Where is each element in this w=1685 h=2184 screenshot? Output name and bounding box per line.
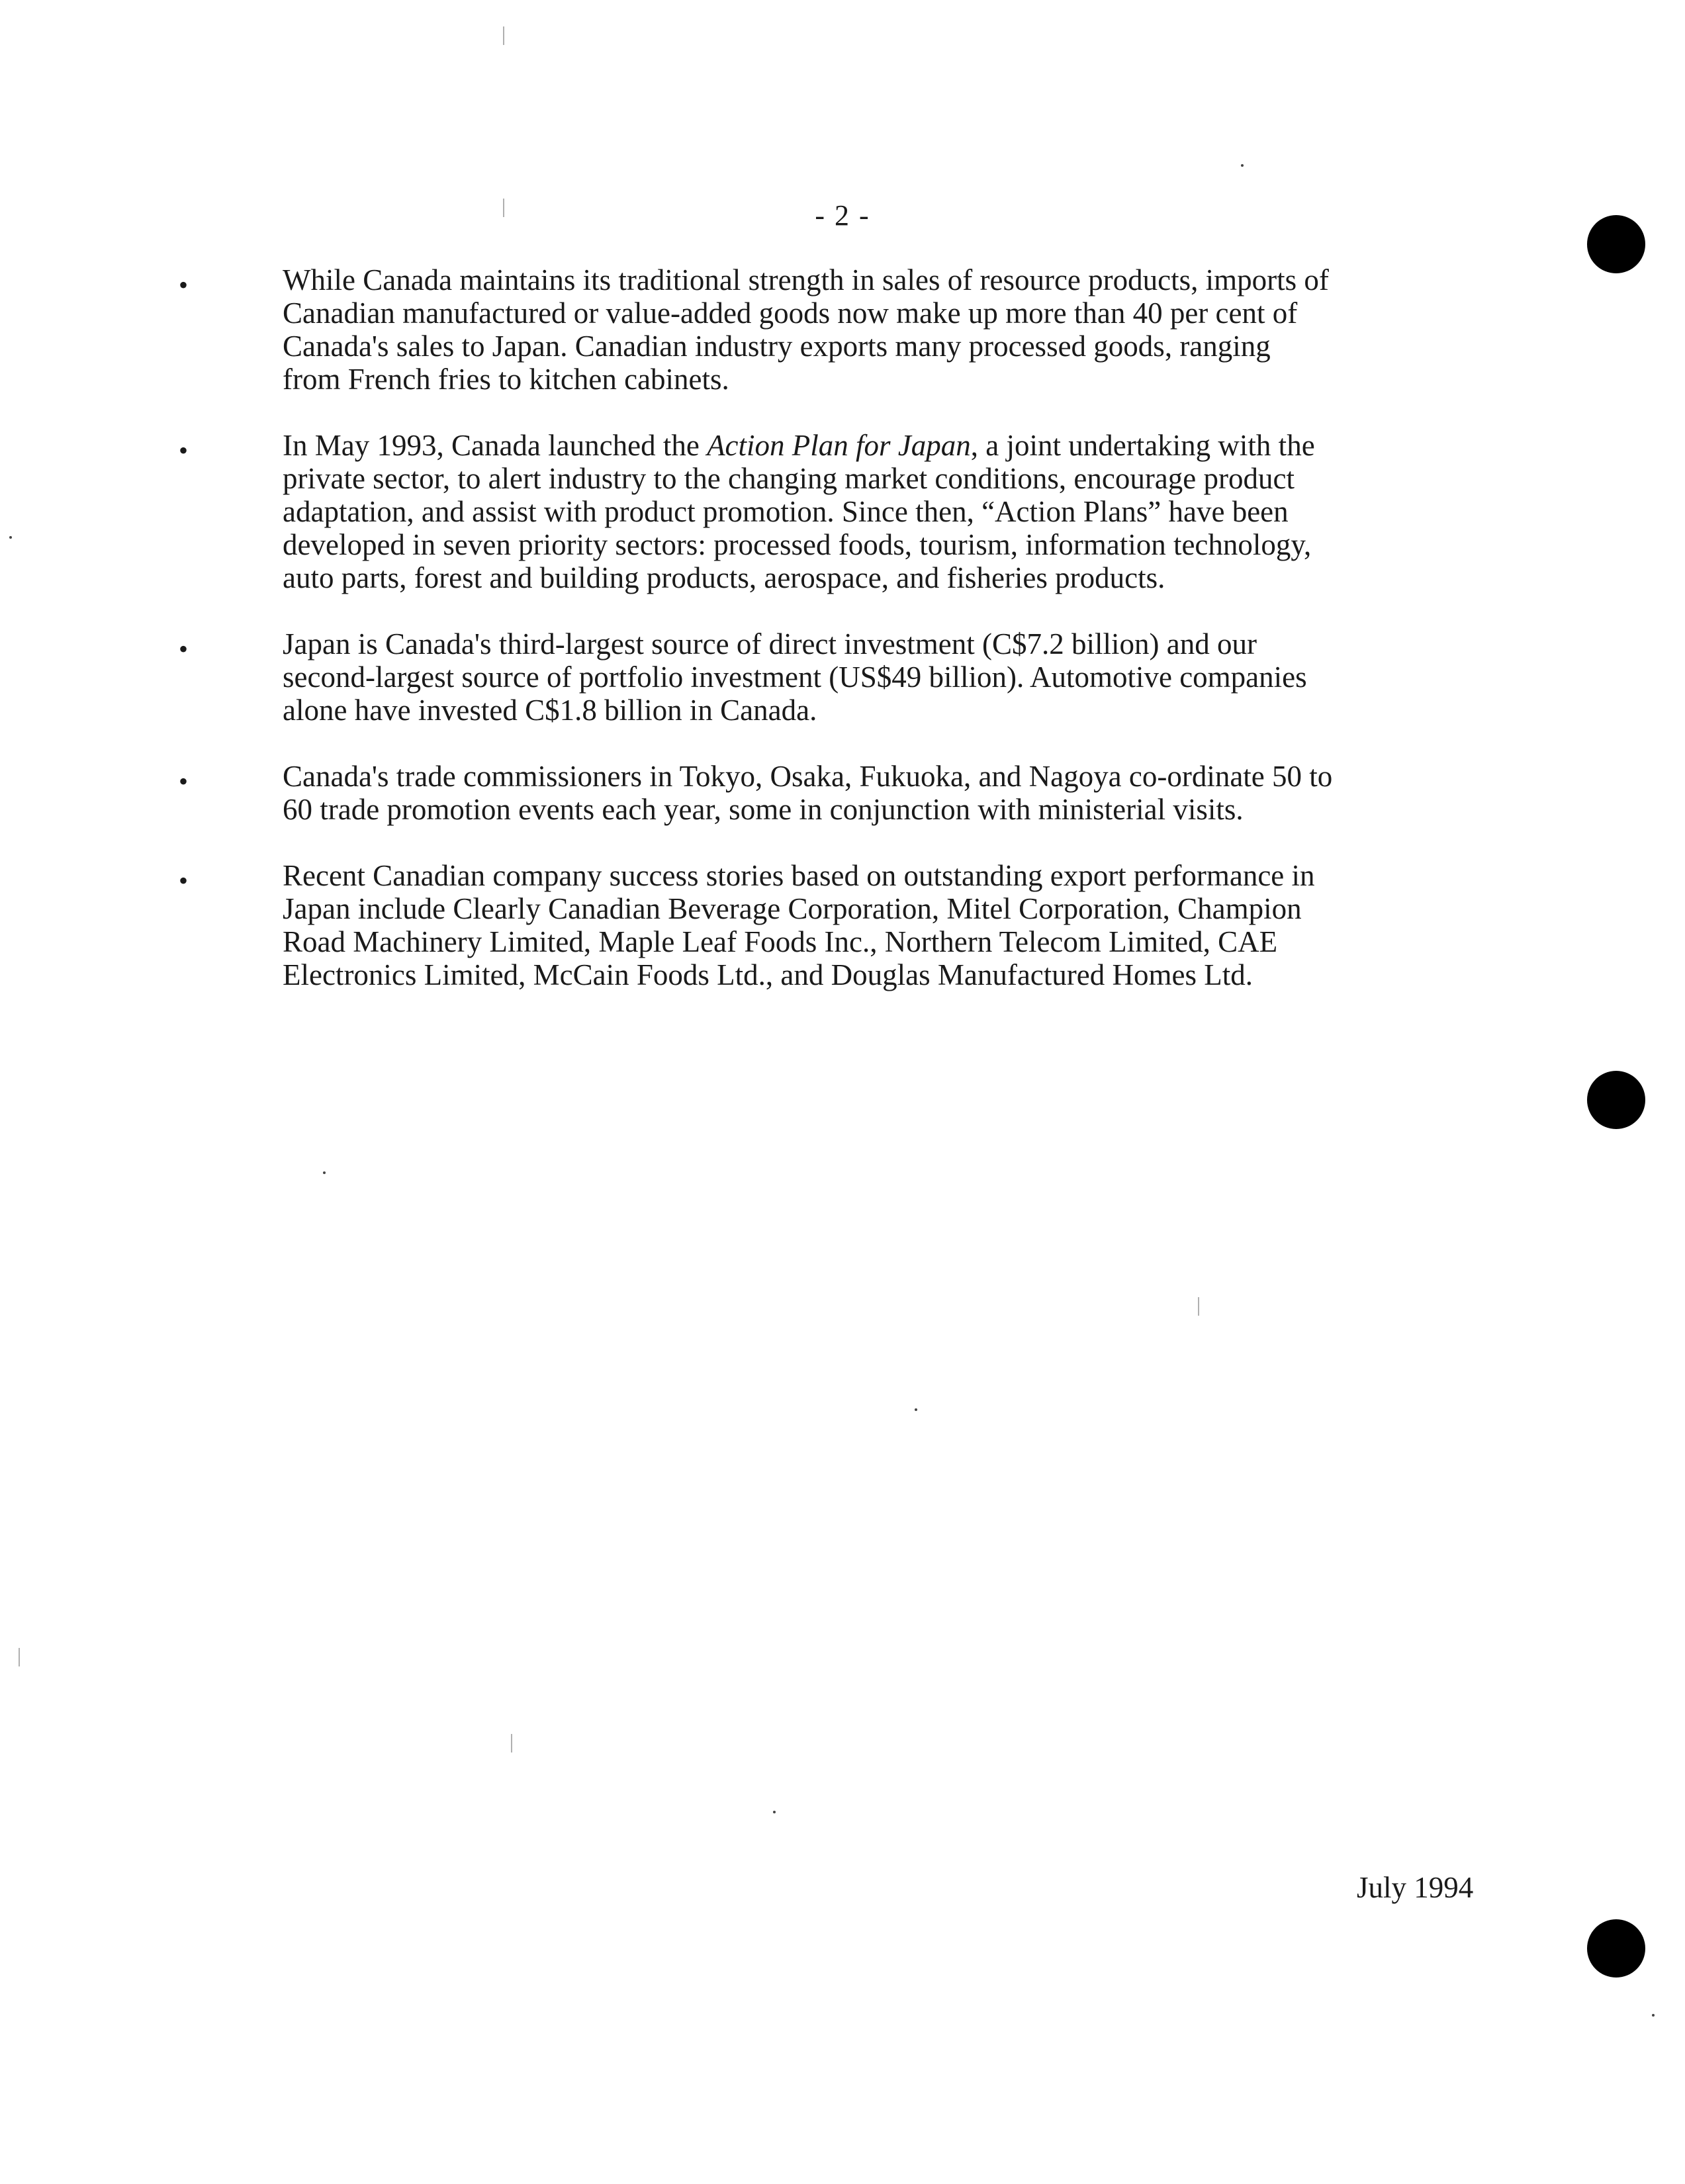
paragraph-line: auto parts, forest and building products, aerospace, and fisheries products. — [283, 561, 1165, 594]
paragraph-line: second-largest source of portfolio investment (US$49 billion). Automotive companies — [283, 660, 1307, 694]
punch-hole-icon — [1587, 1919, 1645, 1978]
paragraph-line: adaptation, and assist with product promotion. Since then, “Action Plans” have been — [283, 495, 1289, 528]
bullet-paragraph — [283, 429, 1474, 594]
scan-artifact — [503, 26, 504, 45]
paragraph-line: 60 trade promotion events each year, some in conjunction with ministerial visits. — [283, 793, 1244, 826]
punch-hole-icon — [1587, 1071, 1645, 1129]
bullet-icon: • — [179, 435, 189, 465]
paragraph-line: Road Machinery Limited, Maple Leaf Foods Inc., Northern Telecom Limited, CAE — [283, 925, 1278, 958]
bullet-icon: • — [179, 766, 189, 796]
paragraph-line: Electronics Limited, McCain Foods Ltd., and Douglas Manufactured Homes Ltd. — [283, 958, 1253, 991]
paragraph-line: While Canada maintains its traditional strength in sales of resource products, imports of — [283, 263, 1329, 296]
paragraph-line: private sector, to alert industry to the changing market conditions, encourage product — [283, 462, 1295, 495]
scan-artifact — [773, 1811, 776, 1813]
paragraph-line: developed in seven priority sectors: processed foods, tourism, information technology, — [283, 528, 1312, 561]
paragraph-line: from French fries to kitchen cabinets. — [283, 363, 729, 396]
page-number: - 2 - — [815, 199, 870, 232]
scan-artifact — [19, 1648, 20, 1666]
scan-artifact — [1652, 2014, 1655, 2017]
scan-artifact — [323, 1171, 326, 1174]
bullet-item — [0, 429, 1685, 594]
bullet-icon: • — [179, 866, 189, 895]
scan-artifact — [511, 1734, 512, 1752]
bullet-item — [0, 859, 1685, 991]
paragraph-line: alone have invested C$1.8 billion in Canada. — [283, 694, 817, 727]
punch-hole-icon — [1587, 215, 1645, 273]
bullet-paragraph — [283, 859, 1474, 991]
bullet-item — [0, 760, 1685, 826]
action-plan-title: Action Plan for Japan — [707, 429, 971, 462]
bullet-icon: • — [179, 270, 189, 300]
scan-artifact — [915, 1408, 917, 1411]
bullet-list — [0, 263, 1685, 1024]
bullet-item — [0, 263, 1685, 396]
paragraph-line: Canada's sales to Japan. Canadian industry exports many processed goods, ranging — [283, 330, 1271, 363]
scan-artifact — [1198, 1297, 1199, 1316]
paragraph-text: In May 1993, Canada launched the — [283, 429, 707, 462]
paragraph-line: Japan is Canada's third-largest source of direct investment (C$7.2 billion) and our — [283, 627, 1257, 660]
scan-artifact — [9, 536, 12, 539]
paragraph-line: Canada's trade commissioners in Tokyo, Osaka, Fukuoka, and Nagoya co-ordinate 50 to — [283, 760, 1333, 793]
scan-artifact — [1241, 164, 1244, 167]
paragraph-line: Recent Canadian company success stories based on outstanding export performance in — [283, 859, 1315, 892]
bullet-item — [0, 627, 1685, 727]
paragraph-line — [283, 429, 1474, 462]
paragraph-line: Canadian manufactured or value-added goods now make up more than 40 per cent of — [283, 296, 1298, 330]
document-date: July 1994 — [1357, 1871, 1474, 1904]
bullet-paragraph — [283, 263, 1474, 396]
bullet-paragraph — [283, 760, 1474, 826]
bullet-icon: • — [179, 634, 189, 664]
paragraph-line: Japan include Clearly Canadian Beverage Corporation, Mitel Corporation, Champion — [283, 892, 1302, 925]
paragraph-text: , a joint undertaking with the — [970, 429, 1315, 462]
bullet-paragraph — [283, 627, 1474, 727]
scan-artifact — [503, 199, 504, 217]
